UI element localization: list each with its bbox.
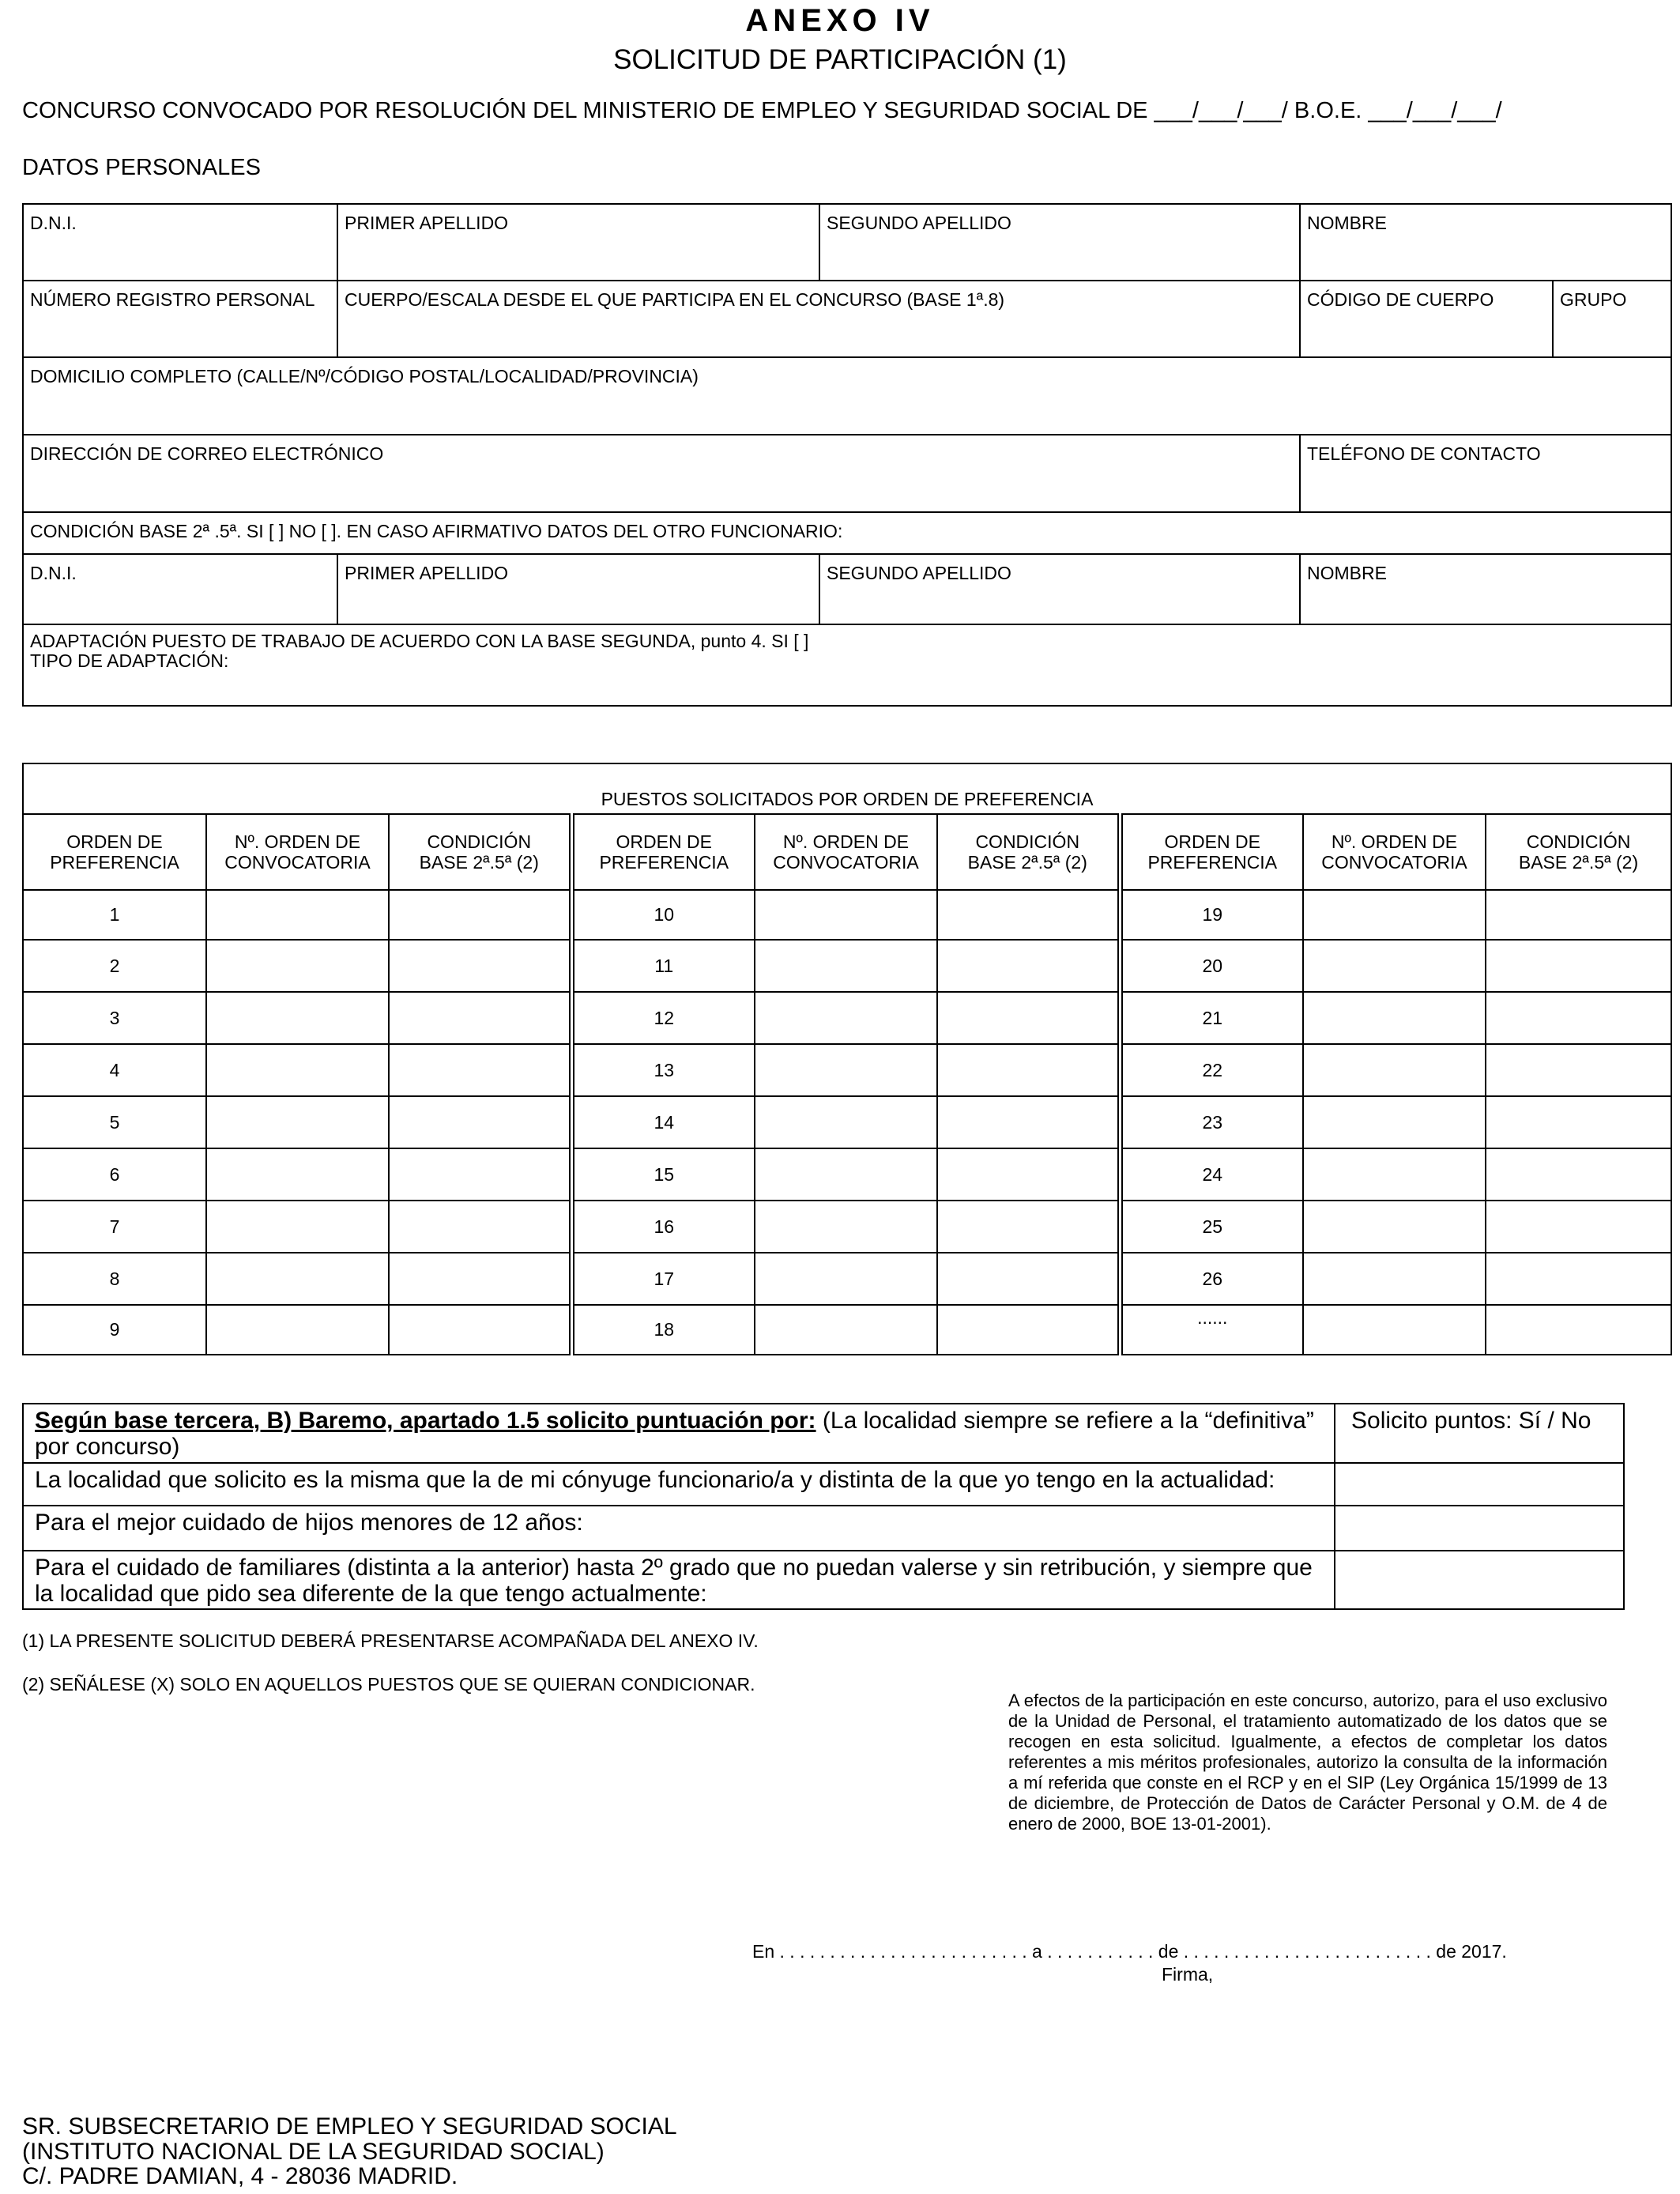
orden-preferencia-cell: 17 — [571, 1253, 755, 1305]
baremo-answer-hijos[interactable] — [1335, 1506, 1624, 1551]
condicion-checkbox-cell[interactable] — [389, 992, 571, 1044]
condicion-checkbox-cell[interactable] — [1486, 940, 1671, 992]
orden-convocatoria-input[interactable] — [755, 1305, 937, 1355]
orden-preferencia-cell: 16 — [571, 1201, 755, 1253]
form-title: ANEXO IV — [745, 3, 935, 38]
orden-convocatoria-input[interactable] — [755, 890, 937, 940]
segundo-apellido-label: SEGUNDO APELLIDO — [827, 213, 1011, 233]
condicion-checkbox-cell[interactable] — [1486, 1305, 1671, 1355]
condicion-checkbox-cell[interactable] — [389, 940, 571, 992]
col-header-convocatoria: Nº. ORDEN DE CONVOCATORIA — [1303, 814, 1486, 890]
col-header-orden: ORDEN DE PREFERENCIA — [571, 814, 755, 890]
correo-field[interactable] — [23, 435, 1300, 512]
orden-convocatoria-input[interactable] — [755, 1148, 937, 1201]
orden-convocatoria-input[interactable] — [1303, 1096, 1486, 1148]
nombre-field[interactable] — [1300, 204, 1671, 281]
orden-convocatoria-input[interactable] — [755, 940, 937, 992]
puestos-row — [23, 1096, 1671, 1148]
orden-preferencia-cell: 26 — [1120, 1253, 1303, 1305]
orden-convocatoria-input[interactable] — [206, 1096, 389, 1148]
orden-preferencia-cell: 8 — [23, 1253, 206, 1305]
condicion-checkbox-cell[interactable] — [389, 1253, 571, 1305]
cuerpo-escala-field[interactable] — [337, 281, 1300, 357]
orden-convocatoria-input[interactable] — [1303, 1253, 1486, 1305]
orden-preferencia-cell: 12 — [571, 992, 755, 1044]
condicion-field[interactable] — [23, 512, 1671, 554]
condicion-checkbox-cell[interactable] — [1486, 1201, 1671, 1253]
condicion-checkbox-cell[interactable] — [937, 890, 1120, 940]
codigo-cuerpo-label: CÓDIGO DE CUERPO — [1307, 289, 1494, 310]
orden-convocatoria-input[interactable] — [755, 1096, 937, 1148]
correo-label: DIRECCIÓN DE CORREO ELECTRÓNICO — [30, 443, 384, 464]
condicion-checkbox-cell[interactable] — [1486, 992, 1671, 1044]
condicion-checkbox-cell[interactable] — [937, 1253, 1120, 1305]
condicion-checkbox-cell[interactable] — [389, 890, 571, 940]
primer-apellido-label: PRIMER APELLIDO — [345, 213, 509, 233]
orden-preferencia-cell: 24 — [1120, 1148, 1303, 1201]
orden-preferencia-cell: 2 — [23, 940, 206, 992]
adaptacion-field[interactable] — [23, 624, 1671, 706]
orden-preferencia-cell: 1 — [23, 890, 206, 940]
orden-preferencia-cell: 11 — [571, 940, 755, 992]
telefono-label: TELÉFONO DE CONTACTO — [1307, 443, 1541, 464]
orden-convocatoria-input[interactable] — [755, 1044, 937, 1096]
section-title-datos-personales: DATOS PERSONALES — [22, 155, 261, 180]
puestos-row — [23, 1253, 1671, 1305]
numero-registro-field[interactable] — [23, 281, 337, 357]
orden-convocatoria-input[interactable] — [755, 992, 937, 1044]
domicilio-field[interactable] — [23, 357, 1671, 435]
address-line-1: SR. SUBSECRETARIO DE EMPLEO Y SEGURIDAD SOCIAL — [22, 2113, 677, 2139]
baremo-item-familiares: Para el cuidado de familiares (distinta a la anterior) hasta 2º grado que no puedan valerse y sin retribución, y siempre que la localidad que pido sea diferente de la que tengo actualmente: — [23, 1551, 1335, 1609]
orden-preferencia-cell: 10 — [571, 890, 755, 940]
baremo-table — [22, 1403, 1625, 1610]
orden-convocatoria-input[interactable] — [206, 1201, 389, 1253]
orden-preferencia-cell: 6 — [23, 1148, 206, 1201]
orden-preferencia-cell: 14 — [571, 1096, 755, 1148]
baremo-answer-familiares[interactable] — [1335, 1551, 1624, 1609]
condicion-checkbox-cell[interactable] — [937, 1044, 1120, 1096]
baremo-item-conyuge: La localidad que solicito es la misma que la de mi cónyuge funcionario/a y distinta de la que yo tengo en la actualidad: — [23, 1463, 1335, 1506]
orden-convocatoria-input[interactable] — [755, 1201, 937, 1253]
condicion-checkbox-cell[interactable] — [389, 1305, 571, 1355]
otro-primer-apellido-label: PRIMER APELLIDO — [345, 563, 509, 583]
orden-convocatoria-input[interactable] — [206, 940, 389, 992]
orden-preferencia-cell: 22 — [1120, 1044, 1303, 1096]
orden-convocatoria-input[interactable] — [206, 890, 389, 940]
form-subtitle: SOLICITUD DE PARTICIPACIÓN (1) — [613, 44, 1067, 75]
numero-registro-label: NÚMERO REGISTRO PERSONAL — [30, 289, 315, 310]
orden-convocatoria-input[interactable] — [206, 1044, 389, 1096]
condicion-checkbox-cell[interactable] — [1486, 1148, 1671, 1201]
primer-apellido-field[interactable] — [337, 204, 819, 281]
cuerpo-escala-label: CUERPO/ESCALA DESDE EL QUE PARTICIPA EN EL CONCURSO (BASE 1ª.8) — [345, 289, 1005, 310]
condicion-label: CONDICIÓN BASE 2ª .5ª. SI [ ] NO [ ]. EN CASO AFIRMATIVO DATOS DEL OTRO FUNCIONARIO: — [30, 521, 843, 541]
orden-preferencia-cell: ...... — [1120, 1305, 1303, 1355]
col-header-convocatoria: Nº. ORDEN DE CONVOCATORIA — [206, 814, 389, 890]
dni-field[interactable] — [23, 204, 337, 281]
codigo-cuerpo-field[interactable] — [1300, 281, 1553, 357]
orden-preferencia-cell: 5 — [23, 1096, 206, 1148]
condicion-checkbox-cell[interactable] — [389, 1201, 571, 1253]
adaptacion-label: ADAPTACIÓN PUESTO DE TRABAJO DE ACUERDO CON LA BASE SEGUNDA, punto 4. SI [ ] — [30, 631, 809, 651]
condicion-checkbox-cell[interactable] — [389, 1148, 571, 1201]
col-header-convocatoria: Nº. ORDEN DE CONVOCATORIA — [755, 814, 937, 890]
baremo-answer-conyuge[interactable] — [1335, 1463, 1624, 1506]
signature-place-date[interactable]: En . . . . . . . . . . . . . . . . . . . . . . . . . a . . . . . . . . . . . de . . . . . . . . . . . . . . . . . . . . . . . . . de 2017. — [752, 1941, 1507, 1962]
orden-preferencia-cell: 20 — [1120, 940, 1303, 992]
orden-convocatoria-input[interactable] — [1303, 940, 1486, 992]
orden-convocatoria-input[interactable] — [1303, 890, 1486, 940]
baremo-intro: Según base tercera, B) Baremo, apartado 1.5 solicito puntuación por: (La localidad siempre se refiere a la “definitiva” por concurso) — [23, 1404, 1335, 1463]
orden-convocatoria-input[interactable] — [206, 1253, 389, 1305]
puestos-row — [23, 1148, 1671, 1201]
baremo-item-hijos: Para el mejor cuidado de hijos menores de 12 años: — [23, 1506, 1335, 1551]
address-line-2: (INSTITUTO NACIONAL DE LA SEGURIDAD SOCIAL) — [22, 2139, 605, 2165]
otro-segundo-apellido-field[interactable] — [819, 554, 1300, 624]
condicion-checkbox-cell[interactable] — [389, 1096, 571, 1148]
segundo-apellido-field[interactable] — [819, 204, 1300, 281]
condicion-checkbox-cell[interactable] — [937, 992, 1120, 1044]
orden-convocatoria-input[interactable] — [1303, 1201, 1486, 1253]
col-header-condicion: CONDICIÓN BASE 2ª.5ª (2) — [937, 814, 1120, 890]
condicion-checkbox-cell[interactable] — [937, 1305, 1120, 1355]
footnote-1: (1) LA PRESENTE SOLICITUD DEBERÁ PRESENTARSE ACOMPAÑADA DEL ANEXO IV. — [22, 1630, 759, 1651]
otro-primer-apellido-field[interactable] — [337, 554, 819, 624]
footnote-2: (2) SEÑÁLESE (X) SOLO EN AQUELLOS PUESTOS QUE SE QUIERAN CONDICIONAR. — [22, 1674, 755, 1695]
orden-preferencia-cell: 7 — [23, 1201, 206, 1253]
condicion-checkbox-cell[interactable] — [937, 1148, 1120, 1201]
orden-preferencia-cell: 13 — [571, 1044, 755, 1096]
concurso-line: CONCURSO CONVOCADO POR RESOLUCIÓN DEL MINISTERIO DE EMPLEO Y SEGURIDAD SOCIAL DE ___/___/___/ B.O.E. ___/___/___/ — [22, 98, 1502, 123]
orden-preferencia-cell: 15 — [571, 1148, 755, 1201]
otro-nombre-label: NOMBRE — [1307, 563, 1387, 583]
col-header-condicion: CONDICIÓN BASE 2ª.5ª (2) — [1486, 814, 1671, 890]
condicion-checkbox-cell[interactable] — [1486, 1044, 1671, 1096]
grupo-label: GRUPO — [1560, 289, 1627, 310]
otro-dni-field[interactable] — [23, 554, 337, 624]
orden-preferencia-cell: 9 — [23, 1305, 206, 1355]
orden-convocatoria-input[interactable] — [755, 1253, 937, 1305]
signature-label: Firma, — [1162, 1964, 1214, 1985]
solicito-puntos-header: Solicito puntos: Sí / No — [1335, 1404, 1624, 1463]
puestos-header-row — [23, 814, 1671, 890]
condicion-checkbox-cell[interactable] — [1486, 1253, 1671, 1305]
orden-preferencia-cell: 3 — [23, 992, 206, 1044]
condicion-checkbox-cell[interactable] — [1486, 1096, 1671, 1148]
grupo-field[interactable] — [1553, 281, 1671, 357]
puestos-row — [23, 1201, 1671, 1253]
tipo-adaptacion-label: TIPO DE ADAPTACIÓN: — [30, 650, 229, 671]
puestos-title: PUESTOS SOLICITADOS POR ORDEN DE PREFERENCIA — [23, 763, 1671, 814]
orden-preferencia-cell: 25 — [1120, 1201, 1303, 1253]
orden-preferencia-cell: 4 — [23, 1044, 206, 1096]
puestos-row — [23, 992, 1671, 1044]
orden-preferencia-cell: 18 — [571, 1305, 755, 1355]
otro-dni-label: D.N.I. — [30, 563, 77, 583]
orden-convocatoria-input[interactable] — [1303, 992, 1486, 1044]
address-line-3: C/. PADRE DAMIAN, 4 - 28036 MADRID. — [22, 2163, 458, 2189]
orden-preferencia-cell: 23 — [1120, 1096, 1303, 1148]
orden-convocatoria-input[interactable] — [206, 1305, 389, 1355]
puestos-row — [23, 1044, 1671, 1096]
puestos-row — [23, 940, 1671, 992]
puestos-row — [23, 1305, 1671, 1355]
orden-convocatoria-input[interactable] — [206, 992, 389, 1044]
orden-preferencia-cell: 21 — [1120, 992, 1303, 1044]
dni-label: D.N.I. — [30, 213, 77, 233]
condicion-checkbox-cell[interactable] — [389, 1044, 571, 1096]
condicion-checkbox-cell[interactable] — [937, 1201, 1120, 1253]
otro-nombre-field[interactable] — [1300, 554, 1671, 624]
orden-convocatoria-input[interactable] — [1303, 1044, 1486, 1096]
condicion-checkbox-cell[interactable] — [937, 1096, 1120, 1148]
orden-convocatoria-input[interactable] — [206, 1148, 389, 1201]
puestos-table — [22, 763, 1672, 1355]
nombre-label: NOMBRE — [1307, 213, 1387, 233]
orden-convocatoria-input[interactable] — [1303, 1148, 1486, 1201]
personal-data-table — [22, 203, 1672, 707]
puestos-row — [23, 890, 1671, 940]
col-header-condicion: CONDICIÓN BASE 2ª.5ª (2) — [389, 814, 571, 890]
condicion-checkbox-cell[interactable] — [1486, 890, 1671, 940]
domicilio-label: DOMICILIO COMPLETO (CALLE/Nº/CÓDIGO POSTAL/LOCALIDAD/PROVINCIA) — [30, 366, 699, 386]
col-header-orden: ORDEN DE PREFERENCIA — [23, 814, 206, 890]
consent-text: A efectos de la participación en este concurso, autorizo, para el uso exclusivo de la Unidad de Personal, el tratamiento automatizado de los datos que se recogen en esta solicitud. Igualmente, a efectos de completar los datos referentes a mis méritos profesionales, autorizo la consulta de la información a mí referida que conste en el RCP y en el SIP (Ley Orgánica 15/1999 de 13 de diciembre, de Protección de Datos de Carácter Personal y O.M. de 4 de enero de 2000, BOE 13-01-2001). — [1008, 1691, 1607, 1834]
col-header-orden: ORDEN DE PREFERENCIA — [1120, 814, 1303, 890]
orden-convocatoria-input[interactable] — [1303, 1305, 1486, 1355]
orden-preferencia-cell: 19 — [1120, 890, 1303, 940]
condicion-checkbox-cell[interactable] — [937, 940, 1120, 992]
otro-segundo-apellido-label: SEGUNDO APELLIDO — [827, 563, 1011, 583]
telefono-field[interactable] — [1300, 435, 1671, 512]
